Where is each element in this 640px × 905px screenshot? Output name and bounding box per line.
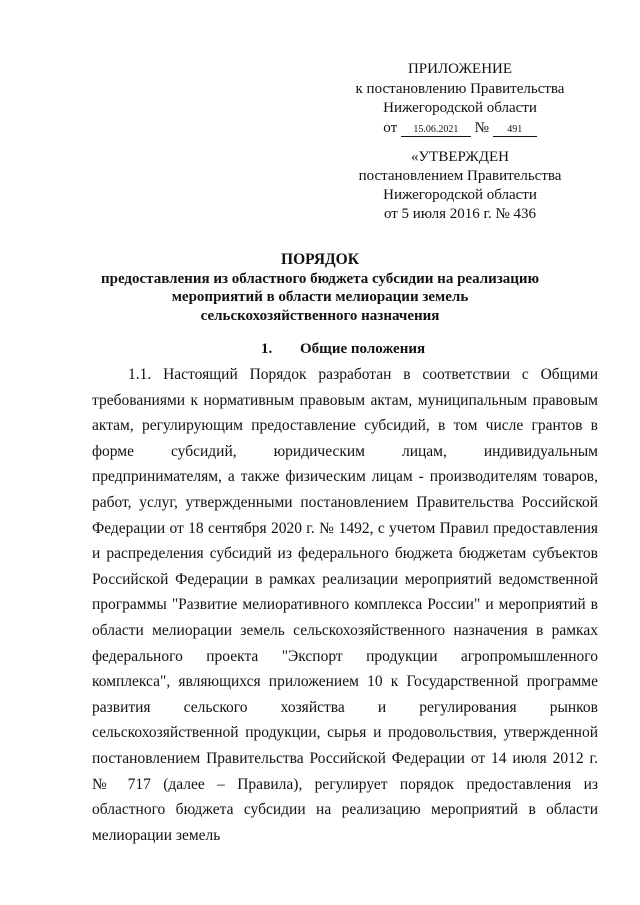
section-number: 1. [261, 341, 273, 357]
title-main: ПОРЯДОК [281, 251, 359, 268]
body-text [92, 362, 598, 848]
decree-number: 491 [493, 123, 537, 137]
document-title [100, 251, 540, 325]
approved-block [340, 148, 580, 224]
decree-date: 15.06.2021 [401, 123, 471, 137]
appendix-header [340, 60, 580, 138]
approved-line-3: Нижегородской области [383, 187, 537, 203]
section-title: Общие положения [300, 341, 426, 357]
approved-line-2: постановлением Правительства [358, 168, 562, 184]
appendix-title: ПРИЛОЖЕНИЕ [407, 61, 513, 77]
from-label: от [383, 119, 398, 136]
approved-line-4: от 5 июля 2016 г. № 436 [383, 206, 537, 222]
appendix-line-1: к постановлению Правительства [355, 80, 565, 97]
appendix-line-2: Нижегородской области [383, 100, 537, 116]
approved-line-1: «УТВЕРЖДЕН [411, 149, 509, 165]
number-sign: № [474, 119, 489, 136]
title-subtitle: предоставления из областного бюджета субсидии на реализацию мероприятий в области мелиорации земель сельскохозяйственного назначения [100, 270, 540, 324]
paragraph-1-1: 1.1. Настоящий Порядок разработан в соответствии с Общими требованиями к нормативным правовым актам, муниципальным правовым актам, регулирующим предоставление субсидий, в том числе грантов в форме субсидий, юридическим лицам, индивидуальным предпринимателям, а также физическим лицам - производителям товаров, работ, услуг, утвержденными постановлением Правительства Российской Федерации от 18 сентября 2020 г. № 1492, с учетом Правил предоставления и распределения субсидий из федерального бюджета бюджетам субъектов Российской Федерации в рамках реализации мероприятий ведомственной программы "Развитие мелиоративного комплекса России" и мероприятий в области мелиорации земель сельскохозяйственного назначения в рамках федерального проекта "Экспорт продукции агропромышленного комплекса", являющихся приложением 10 к Государственной программе развития сельского хозяйства и регулирования рынков сельскохозяйственной продукции, сырья и продовольствия, утвержденной постановлением Правительства Российской Федерации от 14 июля 2012 г. № 717 (далее – Правила), регулирует порядок предоставления из областного бюджета субсидии на реализацию мероприятий в области мелиорации земель [92, 366, 598, 844]
appendix-date-line [340, 119, 580, 139]
